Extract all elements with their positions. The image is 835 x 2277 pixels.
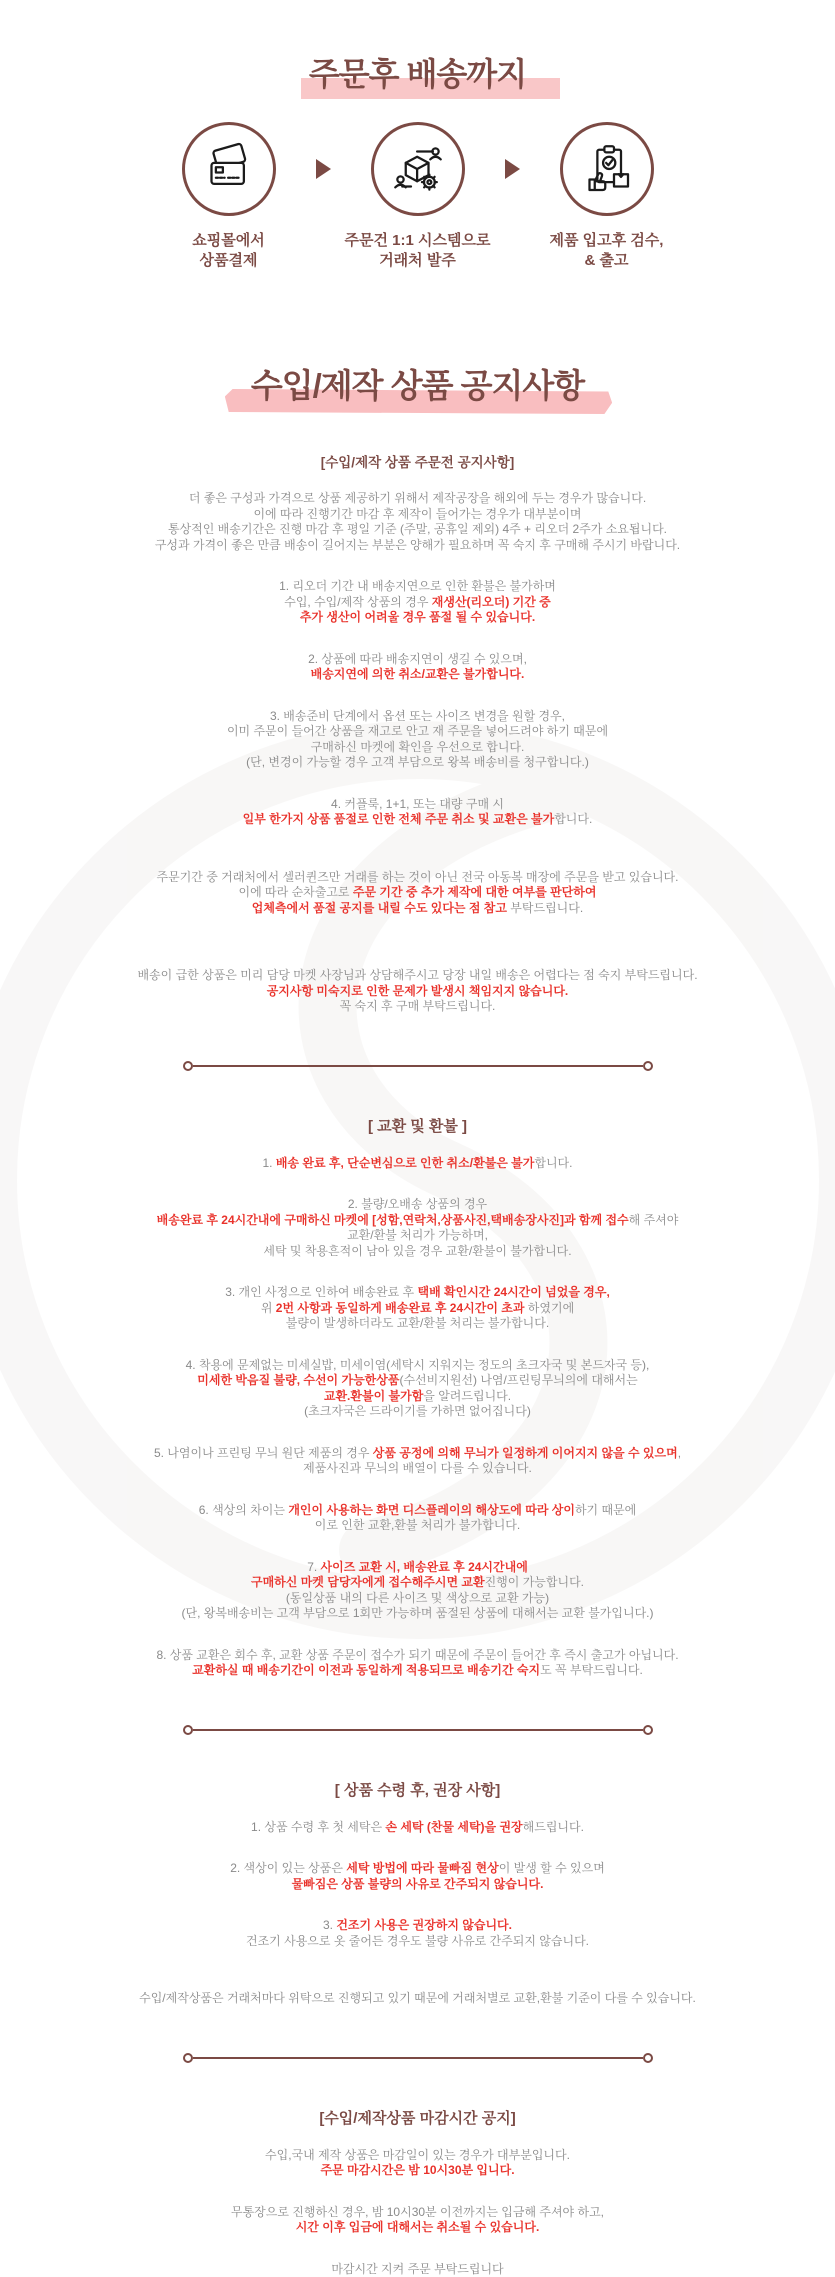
notice-paragraph <box>68 2205 768 2236</box>
text-segment: 2. 불량/오배송 상품의 경우 <box>348 1197 487 1211</box>
text-line <box>68 1861 768 1877</box>
text-segment: 구성과 가격이 좋은 만큼 배송이 길어지는 부분은 양해가 필요하며 꼭 숙지 후 구매해 주시기 바랍니다. <box>155 538 680 552</box>
divider-line <box>193 1065 643 1067</box>
text-segment: 업체측에서 품절 공지를 내릴 수도 있다는 점 참고 <box>252 901 507 915</box>
text-segment: 일부 한가지 상품 품절로 인한 전체 주문 취소 및 교환은 불가 <box>243 812 555 826</box>
text-segment: 이로 인한 교환,환불 처리가 불가합니다. <box>315 1518 520 1532</box>
text-line <box>68 1991 768 2007</box>
text-line <box>68 1461 768 1477</box>
text-segment: 3. 배송준비 단계에서 옵션 또는 사이즈 변경을 원할 경우, <box>270 709 565 723</box>
text-line <box>68 595 768 611</box>
divider-dot-icon <box>183 2053 193 2063</box>
text-line <box>68 812 768 828</box>
text-segment: 세탁 및 착용흔적이 남아 있을 경우 교환/환불이 불가합니다. <box>263 1244 571 1258</box>
section-heading: [수입/제작 상품 주문전 공지사항] <box>68 451 768 471</box>
text-segment: 배송 완료 후, 단순변심으로 인한 취소/환불은 불가 <box>276 1156 535 1170</box>
notice-paragraph <box>68 491 768 553</box>
notice-section-title-text: 수입/제작 상품 공지사항 <box>251 365 584 407</box>
text-segment: 1. 상품 수령 후 첫 세탁은 <box>251 1820 385 1834</box>
text-segment: 무통장으로 진행하신 경우, 밤 10시30분 이전까지는 입금해 주셔야 하고, <box>231 2205 604 2219</box>
text-segment: 하기 때문에 <box>575 1503 636 1517</box>
text-segment: 하였기에 <box>524 1301 574 1315</box>
text-line <box>68 1358 768 1374</box>
notice-body <box>68 451 768 2277</box>
text-segment: 7. <box>307 1560 320 1574</box>
text-line <box>68 667 768 683</box>
text-segment: 2. 색상이 있는 상품은 <box>230 1861 346 1875</box>
text-line <box>68 538 768 554</box>
text-line <box>68 2148 768 2164</box>
notice-paragraph <box>68 1285 768 1332</box>
step-label <box>337 231 499 271</box>
text-line <box>68 610 768 626</box>
text-segment: 수입, 수입/제작 상품의 경우 <box>284 595 432 609</box>
text-line <box>68 709 768 725</box>
text-segment: 수입,국내 제작 상품은 마감일이 있는 경우가 대부분입니다. <box>265 2148 570 2162</box>
divider-dot-icon <box>643 1061 653 1071</box>
text-line <box>68 1918 768 1934</box>
text-line <box>68 1301 768 1317</box>
text-line <box>68 1228 768 1244</box>
text-line <box>68 797 768 813</box>
text-segment: 꼭 숙지 후 구매 부탁드립니다. <box>340 999 496 1013</box>
step-label-line: 주문건 1:1 시스템으로 <box>337 231 499 251</box>
text-segment: 교환하실 때 배송기간이 이전과 동일하게 적용되므로 배송기간 숙지 <box>192 1663 540 1677</box>
section-heading: [ 상품 수령 후, 권장 사항] <box>68 1779 768 1800</box>
text-segment: 마감시간 지켜 주문 부탁드립니다 <box>331 2262 503 2276</box>
notice-paragraph <box>68 968 768 1015</box>
text-line <box>68 579 768 595</box>
divider-line <box>193 2057 643 2059</box>
text-line <box>68 1316 768 1332</box>
notice-paragraph <box>68 1648 768 1679</box>
text-segment: 3. 개인 사정으로 인하여 배송완료 후 <box>225 1285 417 1299</box>
notice-paragraph <box>68 1197 768 1259</box>
text-line <box>68 1389 768 1405</box>
notice-paragraph <box>68 709 768 771</box>
text-line <box>68 1606 768 1622</box>
step-label-line: 쇼핑몰에서 <box>148 231 310 251</box>
text-line <box>68 984 768 1000</box>
notice-section-title <box>68 365 768 407</box>
page-title-text: 주문후 배송까지 <box>309 54 526 94</box>
step-label-line: 거래처 발주 <box>337 251 499 271</box>
text-segment: 5. 나염이나 프린팅 무늬 원단 제품의 경우 <box>154 1446 373 1460</box>
text-segment: 위 <box>261 1301 276 1315</box>
notice-paragraph <box>68 1820 768 1836</box>
text-segment: 택배 확인시간 24시간이 넘었을 경우, <box>418 1285 610 1299</box>
divider-dot-icon <box>643 1725 653 1735</box>
section-divider <box>183 2053 653 2063</box>
section-divider <box>183 1725 653 1735</box>
text-segment: 2. 상품에 따라 배송지연이 생길 수 있으며, <box>308 652 527 666</box>
notice-paragraph <box>68 2262 768 2277</box>
step-label <box>148 231 310 271</box>
text-segment: (단, 왕복배송비는 고객 부담으로 1회만 가능하며 품절된 상품에 대해서는 교환 불가입니다.) <box>182 1606 654 1620</box>
text-segment: 이에 따라 순차출고로 <box>239 885 353 899</box>
text-line <box>68 1820 768 1836</box>
text-segment: 을 알려드립니다. <box>423 1389 511 1403</box>
text-line <box>68 491 768 507</box>
notice-paragraph <box>68 1503 768 1534</box>
notice-paragraph <box>68 1991 768 2007</box>
text-line <box>68 999 768 1015</box>
text-line <box>68 1648 768 1664</box>
text-segment: 6. 색상의 차이는 <box>199 1503 289 1517</box>
text-segment: 1. 리오더 기간 내 배송지연으로 인한 환불은 불가하며 <box>279 579 556 593</box>
step-payment <box>148 122 310 271</box>
text-line <box>68 740 768 756</box>
text-segment: 상품 공정에 의해 무늬가 일정하게 이어지지 않을 수 있으며 <box>373 1446 678 1460</box>
section-heading: [ 교환 및 환불 ] <box>68 1115 768 1136</box>
text-line <box>68 1934 768 1950</box>
text-segment: 미세한 박음질 불량, 수선이 가능한상품 <box>197 1373 399 1387</box>
text-line <box>68 1877 768 1893</box>
text-line <box>68 522 768 538</box>
inspection-shipping-icon <box>560 122 654 216</box>
text-segment: 3. <box>323 1918 336 1932</box>
section-heading: [수입/제작상품 마감시간 공지] <box>68 2107 768 2128</box>
text-segment: 구매하신 마켓 담당자에게 접수해주시면 교환 <box>251 1575 485 1589</box>
text-segment: 구매하신 마켓에 확인을 우선으로 합니다. <box>311 740 525 754</box>
notice-paragraph <box>68 2148 768 2179</box>
notice-paragraph <box>68 1861 768 1892</box>
text-segment: (단, 변경이 가능할 경우 고객 부담으로 왕복 배송비를 청구합니다.) <box>246 755 589 769</box>
divider-line <box>193 1729 643 1731</box>
text-segment: 2번 사항과 동일하게 배송완료 후 24시간이 초과 <box>276 1301 525 1315</box>
text-segment: 개인이 사용하는 화면 디스플레이의 해상도에 따라 상이 <box>288 1503 575 1517</box>
text-segment: 사이즈 교환 시, 배송완료 후 24시간내에 <box>321 1560 528 1574</box>
arrow-right-icon <box>505 159 520 179</box>
text-segment: 1. <box>263 1156 276 1170</box>
text-segment: 통상적인 배송기간은 진행 마감 후 평일 기준 (주말, 공휴일 제외) 4주 + 리오더 2주가 소요됩니다. <box>168 522 667 536</box>
text-line <box>68 1285 768 1301</box>
text-segment: 주문 마감시간은 밤 10시30분 입니다. <box>320 2163 514 2177</box>
text-segment: (초크자국은 드라이기를 가하면 없어집니다) <box>304 1404 531 1418</box>
text-segment: 이에 따라 진행기간 마감 후 제작이 들어가는 경우가 대부분이며 <box>253 507 581 521</box>
order-system-icon <box>371 122 465 216</box>
text-line <box>68 870 768 886</box>
page-title <box>68 54 768 94</box>
text-line <box>68 1244 768 1260</box>
text-segment: 공지사항 미숙지로 인한 문제가 발생시 책임지지 않습니다. <box>267 984 569 998</box>
text-segment: 합니다. <box>554 812 592 826</box>
text-line <box>68 1518 768 1534</box>
text-line <box>68 1560 768 1576</box>
text-line <box>68 1213 768 1229</box>
text-segment: 부탁드립니다. <box>507 901 583 915</box>
step-label-line: & 출고 <box>526 251 688 271</box>
content <box>68 0 768 2277</box>
text-segment: 해 주셔야 <box>629 1213 679 1227</box>
text-segment: 해드립니다. <box>523 1820 584 1834</box>
text-segment: 이 발생 할 수 있으며 <box>499 1861 605 1875</box>
step-label-line: 제품 입고후 검수, <box>526 231 688 251</box>
text-line <box>68 885 768 901</box>
notice-paragraph <box>68 652 768 683</box>
text-line <box>68 901 768 917</box>
text-segment: 4. 착용에 문제없는 미세실밥, 미세이염(세탁시 지워지는 정도의 초크자국 및 본드자국 등), <box>186 1358 650 1372</box>
text-segment: 8. 상품 교환은 회수 후, 교환 상품 주문이 접수가 되기 때문에 주문이 들어간 후 즉시 출고가 아닙니다. <box>156 1648 678 1662</box>
text-line <box>68 724 768 740</box>
text-segment: (수선비지원선) 나염/프린팅무늬의에 대해서는 <box>399 1373 637 1387</box>
text-segment: 주문기간 중 거래처에서 셀러퀸즈만 거래를 하는 것이 아닌 전국 아동복 매장에 주문을 받고 있습니다. <box>157 870 679 884</box>
text-segment: 물빠짐은 상품 불량의 사유로 간주되지 않습니다. <box>292 1877 544 1891</box>
step-label-line: 상품결제 <box>148 251 310 271</box>
text-segment: 건조기 사용으로 옷 줄어든 경우도 불량 사유로 간주되지 않습니다. <box>246 1934 589 1948</box>
notice-paragraph <box>68 1446 768 1477</box>
text-line <box>68 968 768 984</box>
text-segment: 배송지연에 의한 취소/교환은 불가합니다. <box>311 667 525 681</box>
text-segment: (동일상품 내의 다른 사이즈 및 색상으로 교환 가능) <box>286 1591 549 1605</box>
text-line <box>68 1503 768 1519</box>
text-segment: 교환/환불 처리가 가능하며, <box>347 1228 488 1242</box>
text-segment: 더 좋은 구성과 가격으로 상품 제공하기 위해서 제작공장을 해외에 두는 경우가 많습니다. <box>189 491 646 505</box>
text-segment: 이미 주문이 들어간 상품을 재고로 안고 재 주문을 넣어드려야 하기 때문에 <box>227 724 608 738</box>
text-line <box>68 2205 768 2221</box>
step-label <box>526 231 688 271</box>
text-line <box>68 1156 768 1172</box>
notice-paragraph <box>68 1918 768 1949</box>
text-segment: 배송이 급한 상품은 미리 담당 마켓 사장님과 상담해주시고 당장 내일 배송은 어렵다는 점 숙지 부탁드립니다. <box>137 968 697 982</box>
text-segment: 추가 생산이 어려울 경우 품절 될 수 있습니다. <box>300 610 535 624</box>
text-segment: 4. 커플룩, 1+1, 또는 대량 구매 시 <box>331 797 504 811</box>
step-inspection <box>526 122 688 271</box>
text-line <box>68 507 768 523</box>
notice-paragraph <box>68 870 768 917</box>
arrow-right-icon <box>316 159 331 179</box>
text-segment: 건조기 사용은 권장하지 않습니다. <box>336 1918 512 1932</box>
divider-dot-icon <box>183 1725 193 1735</box>
text-segment: 교환.환불이 불가함 <box>324 1389 423 1403</box>
text-segment: 주문 기간 중 추가 제작에 대한 여부를 판단하여 <box>353 885 597 899</box>
text-segment: 도 꼭 부탁드립니다. <box>540 1663 643 1677</box>
text-line <box>68 1446 768 1462</box>
text-line <box>68 1663 768 1679</box>
product-notice-page <box>68 0 768 2030</box>
text-line <box>68 2163 768 2179</box>
text-segment: 제품사진과 무늬의 배열이 다를 수 있습니다. <box>303 1461 532 1475</box>
text-segment: 배송완료 후 24시간내에 구매하신 마켓에 [성함,연락처,상품사진,택배송장사진]과 함께 접수 <box>157 1213 629 1227</box>
notice-paragraph <box>68 579 768 626</box>
text-segment: 세탁 방법에 따라 물빠짐 현상 <box>346 1861 498 1875</box>
divider-dot-icon <box>183 1061 193 1071</box>
text-segment: 합니다. <box>534 1156 572 1170</box>
divider-dot-icon <box>643 2053 653 2063</box>
text-line <box>68 755 768 771</box>
text-segment: , <box>678 1446 681 1460</box>
section-divider <box>183 1061 653 1071</box>
step-order-system <box>337 122 499 271</box>
notice-paragraph <box>68 1358 768 1420</box>
text-line <box>68 652 768 668</box>
text-line <box>68 2220 768 2236</box>
text-line <box>68 1373 768 1389</box>
text-segment: 수입/제작상품은 거래처마다 위탁으로 진행되고 있기 때문에 거래처별로 교환,환불 기준이 다를 수 있습니다. <box>139 1991 696 2005</box>
text-segment: 손 세탁 (찬물 세탁)을 권장 <box>385 1820 522 1834</box>
text-line <box>68 1591 768 1607</box>
credit-card-icon <box>182 122 276 216</box>
text-segment: 시간 이후 입금에 대해서는 취소될 수 있습니다. <box>296 2220 540 2234</box>
order-process-steps <box>68 122 768 271</box>
text-line <box>68 1575 768 1591</box>
notice-paragraph <box>68 797 768 828</box>
text-line <box>68 1197 768 1213</box>
text-line <box>68 2262 768 2277</box>
notice-paragraph <box>68 1560 768 1622</box>
text-segment: 재생산(리오더) 기간 중 <box>432 595 551 609</box>
text-segment: 불량이 발생하더라도 교환/환불 처리는 불가합니다. <box>286 1316 549 1330</box>
text-line <box>68 1404 768 1420</box>
notice-paragraph <box>68 1156 768 1172</box>
text-segment: 진행이 가능합니다. <box>485 1575 584 1589</box>
